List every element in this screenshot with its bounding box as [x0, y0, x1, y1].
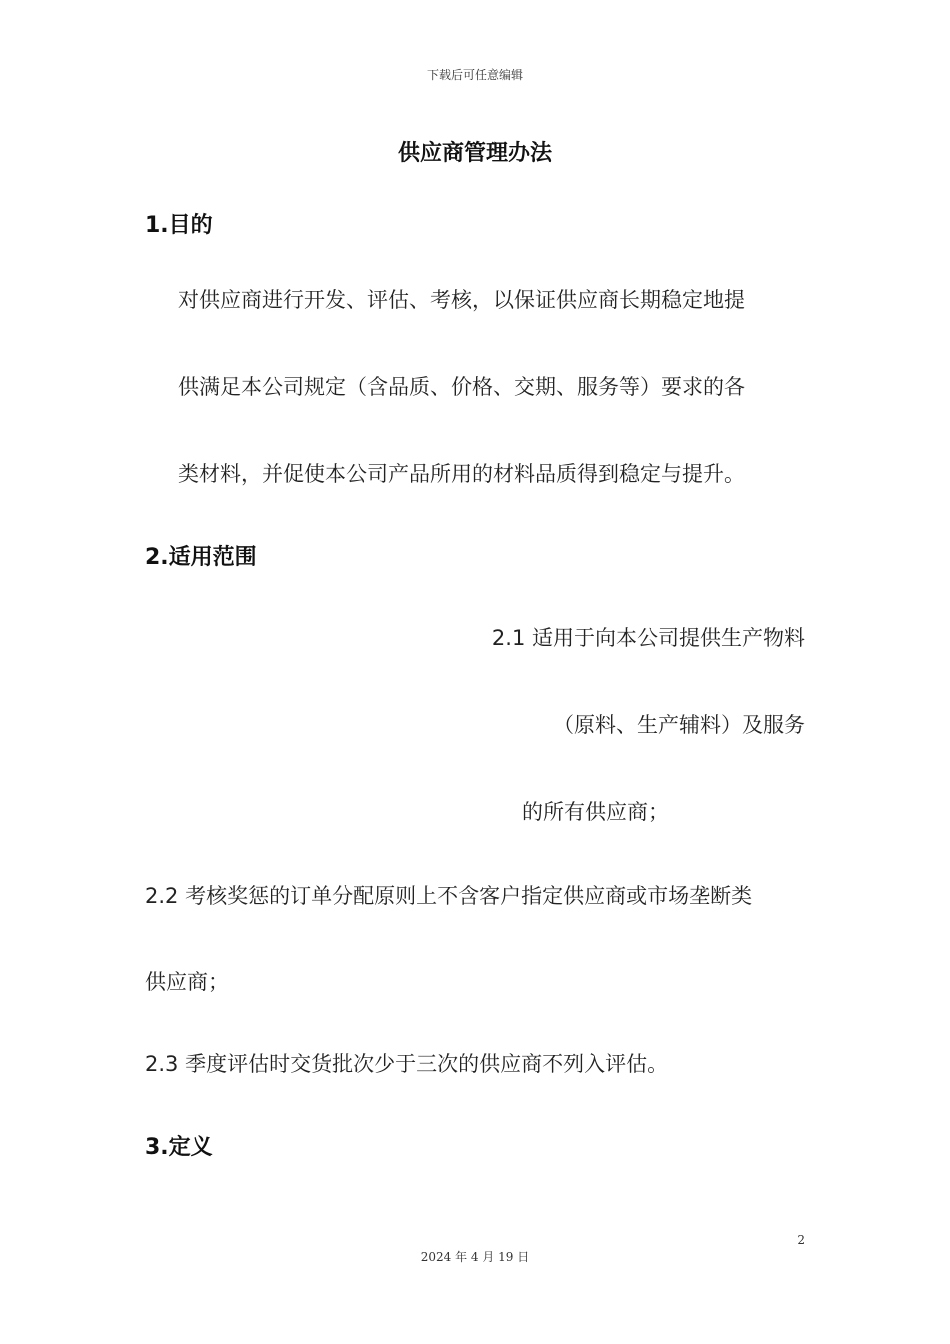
- scope-item-3: 2.3 季度评估时交货批次少于三次的供应商不列入评估。: [145, 1052, 669, 1076]
- document-title: 供应商管理办法: [397, 141, 552, 166]
- header-note: 下载后可任意编辑: [426, 68, 523, 82]
- purpose-line-1: 对供应商进行开发、评估、考核，以保证供应商长期稳定地提: [178, 288, 745, 312]
- section-heading-scope: 2.适用范围: [145, 545, 257, 570]
- scope-item-1-line-1: 2.1 适用于向本公司提供生产物料: [491, 626, 805, 650]
- section-heading-purpose: 1.目的: [145, 213, 213, 238]
- purpose-line-3: 类材料，并促使本公司产品所用的材料品质得到稳定与提升。: [178, 462, 745, 486]
- section-heading-definition: 3.定义: [145, 1135, 213, 1160]
- page-number: 2: [797, 1233, 805, 1247]
- purpose-line-2: 供满足本公司规定（含品质、价格、交期、服务等）要求的各: [178, 375, 745, 399]
- scope-item-2-line-2: 供应商；: [145, 970, 229, 994]
- scope-item-2-line-1: 2.2 考核奖惩的订单分配原则上不含客户指定供应商或市场垄断类: [145, 884, 753, 908]
- scope-item-1-line-3: 的所有供应商；: [522, 800, 669, 824]
- scope-item-1-line-2: （原料、生产辅料）及服务: [553, 713, 805, 737]
- footer-date: 2024 年 4 月 19 日: [420, 1250, 530, 1264]
